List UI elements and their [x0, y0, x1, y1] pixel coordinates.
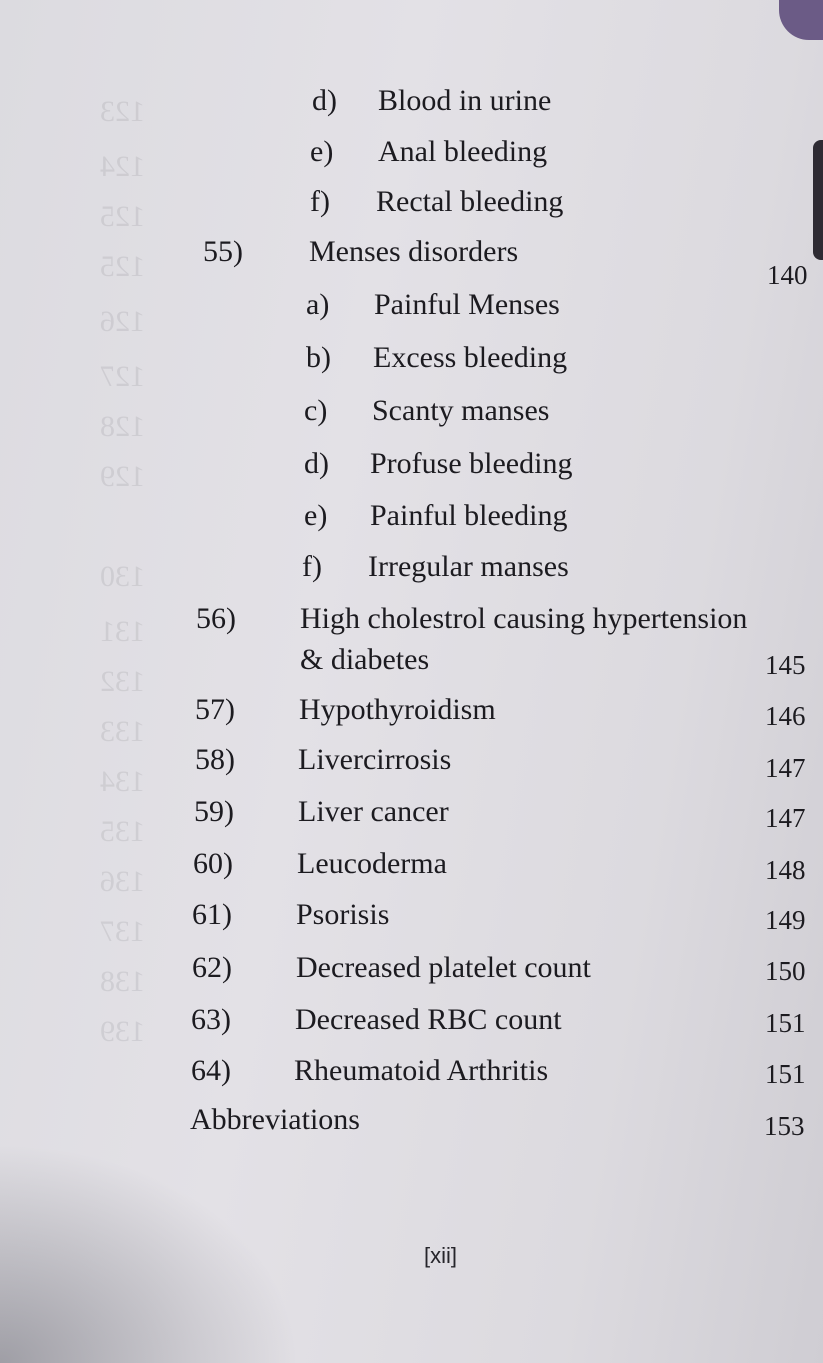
background-edge [779, 0, 823, 40]
toc-number: 59) [194, 795, 234, 828]
bleed-through-text: 123 [100, 95, 145, 128]
toc-number: 56) [196, 602, 236, 635]
toc-label: Painful Menses [374, 288, 560, 321]
background-object [813, 140, 823, 260]
toc-entry [192, 898, 390, 931]
toc-entry [306, 288, 560, 321]
toc-label: Scanty manses [372, 394, 550, 427]
toc-number: 64) [191, 1054, 231, 1087]
toc-number: d) [304, 447, 329, 480]
toc-number: c) [304, 394, 328, 427]
toc-number: b) [306, 341, 331, 374]
bleed-through-text: 129 [100, 460, 145, 493]
bleed-through-text: 131 [100, 615, 145, 648]
page-number-footer: [xii] [424, 1243, 457, 1268]
toc-label: Rheumatoid Arthritis [294, 1054, 549, 1087]
toc-entry [190, 1105, 360, 1135]
toc-entry [196, 602, 748, 635]
bleed-through-text: 138 [100, 965, 145, 998]
toc-entry [191, 1054, 549, 1087]
toc-page-number: 151 [765, 1059, 806, 1089]
bleed-through-text: 128 [100, 410, 145, 443]
toc-label: Rectal bleeding [376, 185, 564, 218]
toc-page-number: 147 [765, 803, 806, 833]
toc-entry [203, 235, 519, 268]
toc-label: Menses disorders [309, 235, 519, 268]
toc-page-number: 149 [765, 905, 806, 935]
bleed-through-text: 132 [100, 665, 145, 698]
bleed-through-text: 126 [100, 305, 145, 338]
bleed-through-text: 139 [100, 1015, 145, 1048]
toc-label: Excess bleeding [373, 341, 568, 374]
bleed-through-text: 125 [100, 250, 145, 283]
toc-entry [312, 84, 552, 117]
toc-label: Blood in urine [378, 84, 552, 117]
toc-label: Hypothyroidism [299, 693, 496, 726]
bleed-through-text: 135 [100, 815, 145, 848]
toc-entry [193, 847, 447, 880]
toc-entry [194, 795, 449, 828]
toc-entry [192, 951, 591, 984]
toc-number: 57) [195, 693, 235, 726]
toc-page-number: 146 [765, 701, 806, 731]
toc-page-number: 145 [765, 650, 806, 680]
toc-label: High cholestrol causing hypertension [300, 602, 748, 635]
bleed-through-text: 133 [100, 715, 145, 748]
toc-entry [195, 743, 452, 776]
toc-entry [310, 185, 564, 218]
toc-entry [306, 341, 568, 374]
toc-entry [304, 447, 573, 480]
toc-number: 55) [203, 235, 243, 268]
bleed-through-text: 124 [100, 150, 145, 183]
toc-label: & diabetes [300, 643, 430, 676]
toc-label: Liver cancer [298, 795, 449, 828]
toc-entry [304, 394, 550, 427]
toc-label: Anal bleeding [378, 135, 548, 168]
toc-number: a) [306, 288, 330, 321]
toc-page-number: 147 [765, 753, 806, 783]
toc-page-number: 150 [765, 956, 806, 986]
toc-label: Livercirrosis [298, 743, 452, 776]
bleed-through-text: 130 [100, 560, 145, 593]
toc-label: Profuse bleeding [370, 447, 573, 480]
bleed-through-text: 136 [100, 865, 145, 898]
bleed-through-text: 125 [100, 200, 145, 233]
toc-number: 60) [193, 847, 233, 880]
toc-page-number: 148 [765, 855, 806, 885]
toc-number: d) [312, 84, 337, 117]
bleed-through-text: 134 [100, 765, 145, 798]
toc-number: 58) [195, 743, 235, 776]
toc-entry [302, 550, 569, 583]
toc-number: e) [310, 135, 334, 168]
toc-number: 62) [192, 951, 232, 984]
shadow [0, 1143, 300, 1363]
toc-number: 61) [192, 898, 232, 931]
toc-label: Decreased platelet count [296, 951, 591, 984]
toc-entry [191, 1003, 562, 1036]
bleed-through-text: 127 [100, 360, 145, 393]
toc-number: f) [302, 550, 322, 583]
toc-label: Leucoderma [297, 847, 447, 880]
toc-label: Abbreviations [190, 1103, 360, 1136]
toc-label: Irregular manses [368, 550, 569, 583]
toc-number: 63) [191, 1003, 231, 1036]
toc-number: f) [310, 185, 330, 218]
toc-number: e) [304, 499, 328, 532]
toc-page-number: 151 [765, 1008, 806, 1038]
toc-label: Painful bleeding [370, 499, 568, 532]
toc-page-number: 140 [767, 260, 808, 290]
toc-label: Decreased RBC count [295, 1003, 562, 1036]
toc-page-number: 153 [764, 1111, 805, 1141]
toc-entry [195, 693, 496, 726]
toc-entry [300, 645, 429, 675]
toc-entry [310, 135, 548, 168]
toc-entry [304, 499, 568, 532]
bleed-through-text: 137 [100, 915, 145, 948]
toc-label: Psorisis [296, 898, 390, 931]
